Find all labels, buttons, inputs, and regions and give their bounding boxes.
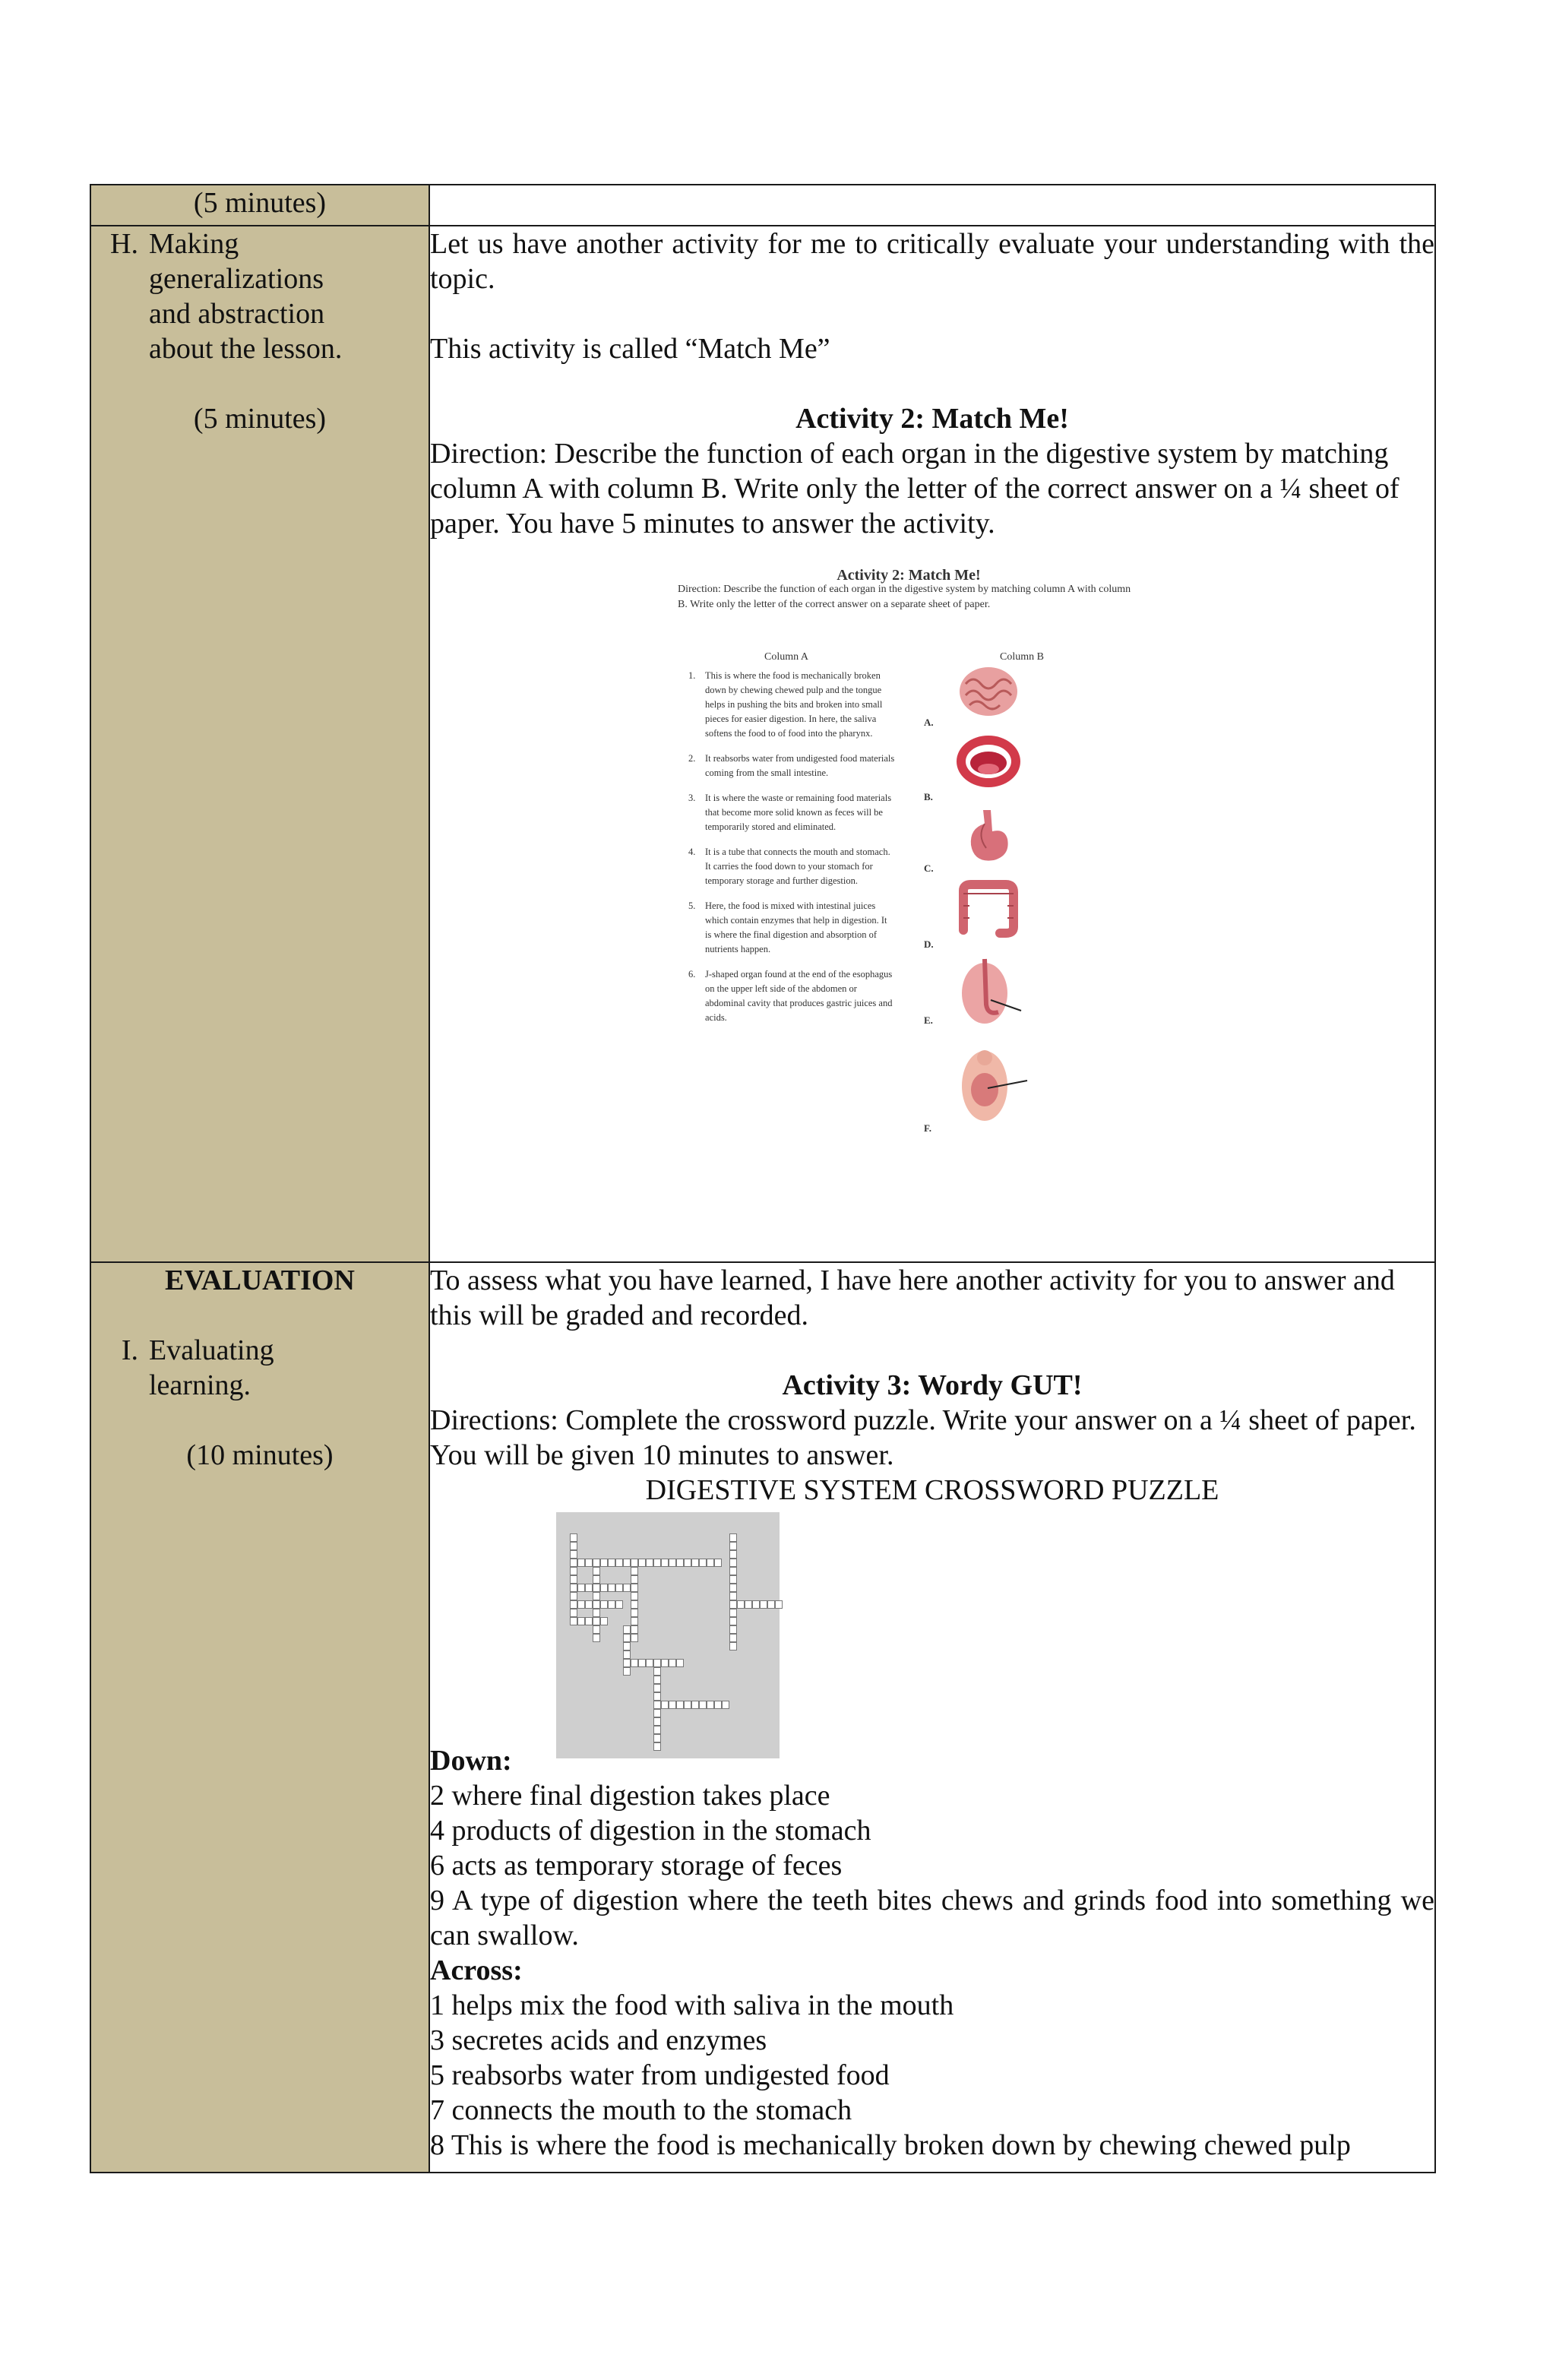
crossword-cell bbox=[729, 1542, 737, 1550]
activity-2-direction: Direction: Describe the function of each organ in the digestive system by matching column A with column B. Write only the letter of the correct answer on a ¼ sheet of paper. You have 5 minutes to answer the activity. bbox=[430, 438, 1399, 540]
crossword-cell bbox=[676, 1559, 684, 1567]
crossword-cell bbox=[593, 1625, 600, 1634]
crossword-cell bbox=[653, 1734, 661, 1742]
crossword-cell bbox=[653, 1559, 661, 1567]
crossword-cell bbox=[653, 1742, 661, 1751]
generalization-left-cell bbox=[90, 226, 429, 1262]
crossword-cell bbox=[631, 1609, 638, 1617]
crossword-cell bbox=[585, 1559, 593, 1567]
crossword-cell bbox=[631, 1567, 638, 1575]
crossword-cell bbox=[577, 1584, 585, 1592]
crossword-cell bbox=[623, 1634, 631, 1642]
crossword-cell bbox=[661, 1659, 669, 1667]
crossword-cell bbox=[631, 1575, 638, 1584]
crossword-cell bbox=[615, 1600, 623, 1609]
crossword-cell bbox=[729, 1559, 737, 1567]
top-time: (5 minutes) bbox=[193, 187, 327, 219]
crossword-cell bbox=[623, 1584, 631, 1592]
crossword-cell bbox=[653, 1726, 661, 1734]
across-clue: 3 secretes acids and enzymes bbox=[430, 2024, 767, 2056]
crossword-cell bbox=[570, 1584, 577, 1592]
down-clue: 4 products of digestion in the stomach bbox=[430, 1815, 871, 1847]
list-item: 2. It reabsorbs water from undigested food materials coming from the small intestine. bbox=[688, 753, 895, 778]
crossword-cell bbox=[577, 1559, 585, 1567]
crossword-cell bbox=[577, 1600, 585, 1609]
column-a-heading: Column A bbox=[764, 651, 808, 663]
crossword-cell bbox=[653, 1659, 661, 1667]
list-item: 6. J-shaped organ found at the end of the esophagus on the upper left side of the abdomen or abdominal cavity that produces gastric juices and acids. bbox=[688, 969, 893, 1023]
crossword-cell bbox=[653, 1709, 661, 1717]
crossword-cell bbox=[684, 1559, 691, 1567]
crossword-cell bbox=[570, 1559, 577, 1567]
across-clue: 5 reabsorbs water from undigested food bbox=[430, 2059, 890, 2091]
crossword-cell bbox=[593, 1592, 600, 1600]
crossword-cell bbox=[676, 1701, 684, 1709]
crossword-cell bbox=[570, 1617, 577, 1625]
crossword-cell bbox=[646, 1659, 653, 1667]
letter-d: D. bbox=[924, 938, 934, 950]
across-clue: 8 This is where the food is mechanically broken down by chewing chewed pulp bbox=[430, 2129, 1351, 2161]
item-h bbox=[91, 226, 429, 366]
stomach-icon bbox=[954, 805, 1023, 866]
crossword-cell bbox=[570, 1592, 577, 1600]
crossword-cell bbox=[661, 1701, 669, 1709]
activity-3-title: Activity 3: Wordy GUT! bbox=[782, 1369, 1083, 1401]
crossword-cell bbox=[653, 1692, 661, 1701]
crossword-cell bbox=[570, 1533, 577, 1542]
crossword-cell bbox=[638, 1559, 646, 1567]
letter-e: E. bbox=[924, 1014, 933, 1026]
down-heading: Down: bbox=[430, 1745, 512, 1777]
crossword-cell bbox=[767, 1600, 775, 1609]
row-evaluation bbox=[90, 1262, 1435, 2173]
crossword-cell bbox=[729, 1550, 737, 1559]
mouth-icon bbox=[954, 731, 1023, 792]
crossword-cell bbox=[570, 1542, 577, 1550]
crossword-cell bbox=[653, 1701, 661, 1709]
list-item: 4. It is a tube that connects the mouth and stomach. It carries the food down to your stomach for temporary storage and further digestion. bbox=[688, 847, 890, 886]
across-clue: 7 connects the mouth to the stomach bbox=[430, 2094, 852, 2126]
crossword-cell bbox=[623, 1667, 631, 1676]
crossword-cell bbox=[631, 1625, 638, 1634]
crossword-cell bbox=[775, 1600, 783, 1609]
crossword-cell bbox=[729, 1567, 737, 1575]
row-top bbox=[90, 185, 1435, 226]
crossword-cell bbox=[707, 1701, 714, 1709]
down-clue: 6 acts as temporary storage of feces bbox=[430, 1850, 843, 1882]
crossword-cell bbox=[623, 1659, 631, 1667]
crossword-cell bbox=[593, 1600, 600, 1609]
crossword-cell bbox=[623, 1625, 631, 1634]
crossword-cell bbox=[729, 1600, 737, 1609]
letter-f: F. bbox=[924, 1122, 931, 1134]
crossword-cell bbox=[714, 1701, 722, 1709]
generalization-intro: Let us have another activity for me to critically evaluate your understanding with the topic. bbox=[430, 228, 1434, 295]
crossword-cell bbox=[593, 1567, 600, 1575]
evaluation-left-cell bbox=[90, 1262, 429, 2173]
crossword-cell bbox=[593, 1634, 600, 1642]
torso-icon bbox=[954, 1044, 1030, 1128]
crossword-cell bbox=[646, 1559, 653, 1567]
crossword-cell bbox=[615, 1559, 623, 1567]
letter-c: C. bbox=[924, 862, 934, 874]
crossword-cell bbox=[729, 1533, 737, 1542]
crossword-cell bbox=[615, 1584, 623, 1592]
crossword-cell bbox=[669, 1659, 676, 1667]
generalization-right-cell bbox=[429, 226, 1435, 1262]
column-b-heading: Column B bbox=[1000, 651, 1044, 663]
evaluation-time: (10 minutes) bbox=[186, 1439, 334, 1471]
across-clue: 1 helps mix the food with saliva in the mouth bbox=[430, 1989, 954, 2021]
crossword-cell bbox=[593, 1575, 600, 1584]
crossword-cell bbox=[585, 1617, 593, 1625]
evaluation-intro: To assess what you have learned, I have here another activity for you to answer and this will be graded and recorded. bbox=[430, 1264, 1395, 1331]
crossword-cell bbox=[600, 1617, 608, 1625]
activity-called: This activity is called “Match Me” bbox=[430, 333, 830, 365]
crossword-cell bbox=[631, 1592, 638, 1600]
crossword-cell bbox=[729, 1592, 737, 1600]
item-i bbox=[91, 1333, 429, 1403]
crossword-cell bbox=[631, 1617, 638, 1625]
generalization-time: (5 minutes) bbox=[193, 403, 327, 435]
crossword-cell bbox=[570, 1550, 577, 1559]
top-left-cell bbox=[90, 185, 429, 226]
figure-direction: Direction: Describe the function of each organ in the digestive system by matching column A with column B. Write only the letter of the correct answer on a separate sheet of paper. bbox=[678, 584, 1131, 610]
item-i-text: Evaluating learning. bbox=[149, 1334, 274, 1401]
crossword-cell bbox=[631, 1559, 638, 1567]
crossword-cell bbox=[570, 1600, 577, 1609]
crossword-cell bbox=[684, 1701, 691, 1709]
crossword-cell bbox=[623, 1559, 631, 1567]
crossword-cell bbox=[631, 1634, 638, 1642]
letter-b: B. bbox=[924, 791, 933, 802]
crossword-cell bbox=[729, 1634, 737, 1642]
crossword-cell bbox=[638, 1659, 646, 1667]
top-right-cell bbox=[429, 185, 1435, 226]
row-generalization bbox=[90, 226, 1435, 1262]
item-h-text: Making generalizations and abstraction about the lesson. bbox=[149, 228, 343, 365]
crossword-cell bbox=[676, 1659, 684, 1667]
crossword-cell bbox=[608, 1559, 615, 1567]
crossword-cell bbox=[752, 1600, 760, 1609]
crossword-cell bbox=[707, 1559, 714, 1567]
crossword-cell bbox=[669, 1559, 676, 1567]
crossword-cell bbox=[623, 1642, 631, 1650]
crossword-cell bbox=[729, 1575, 737, 1584]
crossword-cell bbox=[729, 1584, 737, 1592]
puzzle-title: DIGESTIVE SYSTEM CROSSWORD PUZZLE bbox=[645, 1474, 1219, 1506]
crossword-cell bbox=[600, 1600, 608, 1609]
crossword-cell bbox=[653, 1667, 661, 1676]
crossword-cell bbox=[714, 1559, 722, 1567]
crossword-cell bbox=[760, 1600, 767, 1609]
large-intestine-icon bbox=[954, 877, 1023, 941]
crossword-cell bbox=[577, 1617, 585, 1625]
crossword-cell bbox=[631, 1600, 638, 1609]
crossword-cell bbox=[729, 1625, 737, 1634]
crossword-cell bbox=[729, 1642, 737, 1650]
crossword-cell bbox=[729, 1617, 737, 1625]
list-item: 1. This is where the food is mechanically broken down by chewing chewed pulp and the tongue helps in pushing the bits and broken into small pieces for easier digestion. In here, the saliva softens the food to of food into the pharynx. bbox=[688, 670, 883, 739]
crossword-cell bbox=[691, 1701, 699, 1709]
crossword-cell bbox=[653, 1684, 661, 1692]
evaluation-right-cell bbox=[429, 1262, 1435, 2173]
crossword-cell bbox=[722, 1701, 729, 1709]
down-clue: 9 A type of digestion where the teeth bites chews and grinds food into something we can swallow. bbox=[430, 1885, 1434, 1951]
crossword-cell bbox=[623, 1650, 631, 1659]
crossword-cell bbox=[699, 1701, 707, 1709]
crossword-cell bbox=[691, 1559, 699, 1567]
crossword-cell bbox=[585, 1584, 593, 1592]
crossword-cell bbox=[669, 1701, 676, 1709]
column-a-items bbox=[688, 669, 931, 1036]
crossword-cell bbox=[593, 1617, 600, 1625]
crossword-cell bbox=[631, 1584, 638, 1592]
crossword-cell bbox=[585, 1600, 593, 1609]
down-clue: 2 where final digestion takes place bbox=[430, 1780, 830, 1812]
crossword-cell bbox=[737, 1600, 745, 1609]
crossword-cell bbox=[593, 1609, 600, 1617]
across-heading: Across: bbox=[430, 1954, 523, 1986]
crossword-cell bbox=[593, 1584, 600, 1592]
crossword-cell bbox=[608, 1600, 615, 1609]
crossword-cell bbox=[608, 1584, 615, 1592]
column-b-letters bbox=[924, 550, 947, 1211]
crossword-cell bbox=[699, 1559, 707, 1567]
list-item: 5. Here, the food is mixed with intestinal juices which contain enzymes that help in digestion. It is where the final digestion and absorption of nutrients happen. bbox=[688, 900, 887, 954]
list-item: 3. It is where the waste or remaining food materials that become more solid known as feces will be temporarily stored and eliminated. bbox=[688, 793, 892, 832]
crossword-cell bbox=[593, 1559, 600, 1567]
figure-title: Activity 2: Match Me! bbox=[837, 567, 981, 584]
crossword-cell bbox=[653, 1676, 661, 1684]
crossword-cell bbox=[661, 1559, 669, 1567]
crossword-cell bbox=[570, 1567, 577, 1575]
crossword-cell bbox=[631, 1659, 638, 1667]
item-i-label: I. bbox=[121, 1334, 138, 1366]
crossword-cell bbox=[600, 1584, 608, 1592]
activity-3-directions: Directions: Complete the crossword puzzle. Write your answer on a ¼ sheet of paper. You will be given 10 minutes to answer. bbox=[430, 1404, 1416, 1471]
evaluation-heading: EVALUATION bbox=[165, 1264, 355, 1296]
esophagus-icon bbox=[954, 951, 1023, 1027]
crossword-cell bbox=[653, 1717, 661, 1726]
crossword-cell bbox=[570, 1609, 577, 1617]
match-me-figure bbox=[673, 550, 1144, 1211]
crossword-cell bbox=[729, 1609, 737, 1617]
letter-a: A. bbox=[924, 717, 934, 728]
activity-2-title: Activity 2: Match Me! bbox=[795, 403, 1069, 435]
crossword-cell bbox=[600, 1559, 608, 1567]
lesson-plan-table bbox=[90, 184, 1436, 2173]
crossword-cell bbox=[745, 1600, 752, 1609]
crossword-cell bbox=[570, 1575, 577, 1584]
crossword-grid bbox=[556, 1512, 780, 1758]
small-intestine-icon bbox=[954, 661, 1023, 722]
item-h-label: H. bbox=[110, 228, 138, 260]
